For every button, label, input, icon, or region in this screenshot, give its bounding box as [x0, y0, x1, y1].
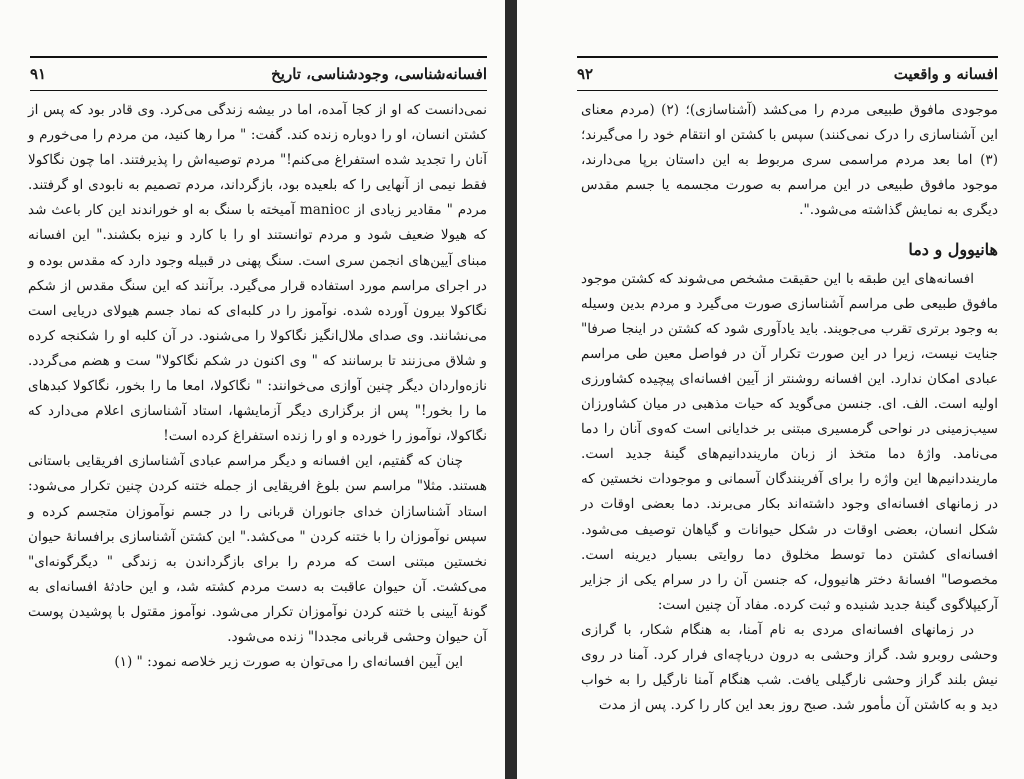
right-page-header — [577, 56, 998, 91]
running-title: افسانه‌شناسی، وجودشناسی، تاریخ — [271, 65, 487, 83]
running-title: افسانه و واقعیت — [893, 65, 998, 83]
right-page-body — [581, 98, 998, 718]
book-gutter — [505, 0, 517, 779]
left-page-body — [28, 98, 487, 675]
body-paragraph: افسانه‌های این طبقه با این حقیقت مشخص می‌شوند که کشتن موجود مافوق طبیعی طی مراسم آشناسازی صورت می‌گیرد و مردم بدین وسیله به وجود برتری تقرب می‌جویند. باید یادآوری شود که کشتن در اینجا صرفا" جنایت نیست، زیرا در این صورت تکرار آن در فواصل معین طی مراسم عبادی امکان ندارد. این افسانه روشنتر از آیین افسانه‌ای پیچیده کشاورزی اولیه است. الف. ای. جنسن می‌گوید که حیات مذهبی در میان کشاورزان سیب‌زمینی در نواحی گرمسیری مبتنی بر خدایانی است که‌وی آنان را دما می‌نامد. واژه‌ٔ دما متخذ از زبان مارینددانیم‌های گینه‌ٔ جدید است. مارینددانیم‌ها این واژه را برای آفرینندگان آسمانی و موجودات نخستین که در زمانهای افسانه‌ای وجود داشته‌اند بکار می‌برند. دما بعضی اوقات در شکل انسان، بعضی اوقات در شکل حیوانات و گیاهان توصیف می‌شود. افسانه‌ای کشتن دما توسط مخلوق دما روایتی بسیار دیرینه است. مخصوصا" افسانه‌ٔ دختر هانیوول، که جنسن آن را در سرام یکی از جزایر آرکیپلاگوی گینه‌ٔ جدید شنیده و ثبت کرده. مفاد آن چنین است: — [581, 270, 998, 613]
body-paragraph: این آیین افسانه‌ای را می‌توان به صورت زیر خلاصه نمود: " (۱) — [114, 654, 463, 671]
right-page — [517, 0, 1024, 779]
left-page — [0, 0, 505, 779]
body-paragraph: چنان که گفتیم، این افسانه و دیگر مراسم عبادی آشناسازی افریقایی باستانی هستند. مثلا" مراسم سن بلوغ افریقایی از جمله ختنه کردن چنین تکرار می‌شود: استاد آشناسازان خدای جانوران قربانی را در جسم نوآموزان متجسم کرده و سپس نوآموزان را با ختنه کردن " می‌کشد." این کشتن آشناسازی برافسانه‌ٔ حیوان نخستین مبتنی است که مردم را برای بازگرداندن به زندگی " دیگرگونه‌ای" می‌کشت. آن حیوان عاقبت به دست مردم کشته شد، و این حادثه‌ٔ افسانه‌ای به گونه‌ٔ آیینی با ختنه کردن نوآموزان تکرار می‌شود. نوآموز مقتول با پوشیدن پوست آن حیوان وحشی قربانی مجددا" زنده می‌شود. — [28, 453, 487, 645]
body-paragraph: در زمانهای افسانه‌ای مردی به نام آمنا، به هنگام شکار، با گرازی وحشی روبرو شد. گراز وحشی به درون دریاچه‌ای فرار کرد. آمنا در روی نیش بلند گراز وحشی نارگیلی یافت. شب هنگام آمنا نارگیل را به خواب دید و به کاشتن آن مأمور شد. صبح روز بعد این کار را کرد. پس از مدت — [581, 621, 998, 714]
body-paragraph: موجودی مافوق طبیعی مردم را می‌کشد (آشناسازی)؛ (۲) (مردم معنای این آشناسازی را درک نمی‌کنند) سپس با کشتن او انتقام خود را می‌گیرند؛ (۳) اما بعد مردم مراسمی سری مربوط به این داستان برپا می‌دارند، موجود مافوق طبیعی در این مراسم به صورت مجسمه یا جسم مقدس دیگری به نمایش گذاشته می‌شود.". — [581, 102, 998, 219]
page-number: ۹۲ — [577, 65, 594, 83]
section-heading: هانیوول و دما — [908, 240, 998, 260]
page-number: ۹۱ — [30, 65, 47, 83]
body-paragraph: نمی‌دانست که او از کجا آمده، اما در بیشه زندگی می‌کرد. وی قادر بود که پس از کشتن انسان، او را دوباره زنده کند. گفت: " مرا رها کنید، من مردم را می‌خورم و آنان را تجدید شده استفراغ می‌کنم!" مردم توصیه‌اش را پذیرفتند. اما چون نگاکولا فقط نیمی از آنهایی را که بلعیده بود، بازگرداند، مردم تصمیم به نابودی او گرفتند. مردم " مقادیر زیادی از manioc آمیخته با سنگ به او خوراندند این کار باعث شد که هیولا ضعیف شود و مردم توانستند او را با کارد و نیزه بکشند." این افسانه مبنای آیین‌های انجمن سری است. سنگ پهنی در قبیله وجود دارد که مقدس بوده و در اجرای مراسم مورد استفاده قرار می‌گیرد. برآنند که این سنگ مقدس از شکم نگاکولا بیرون آورده شده. نوآموز را در کلبه‌ای که نماد جسم هیولای دریایی است می‌نشانند. وی صدای ملال‌انگیز نگاکولا را می‌شنود. در آن کلبه او را شکنجه کرده و شلاق می‌زنند تا برسانند که " وی اکنون در شکم نگاکولا" ست و هضم می‌گردد. نازه‌واردان دیگر چنین آوازی می‌خوانند: " نگاکولا، امعا ما را بخور، نگاکولا کبدهای ما را بخور!" پس از برگزاری دیگر آزمایشها، استاد آشناسازی اعلام می‌دارد که نگاکولا، نوآموز را خورده و او را زنده استفراغ کرده است! — [28, 102, 487, 445]
left-page-header — [30, 56, 487, 91]
